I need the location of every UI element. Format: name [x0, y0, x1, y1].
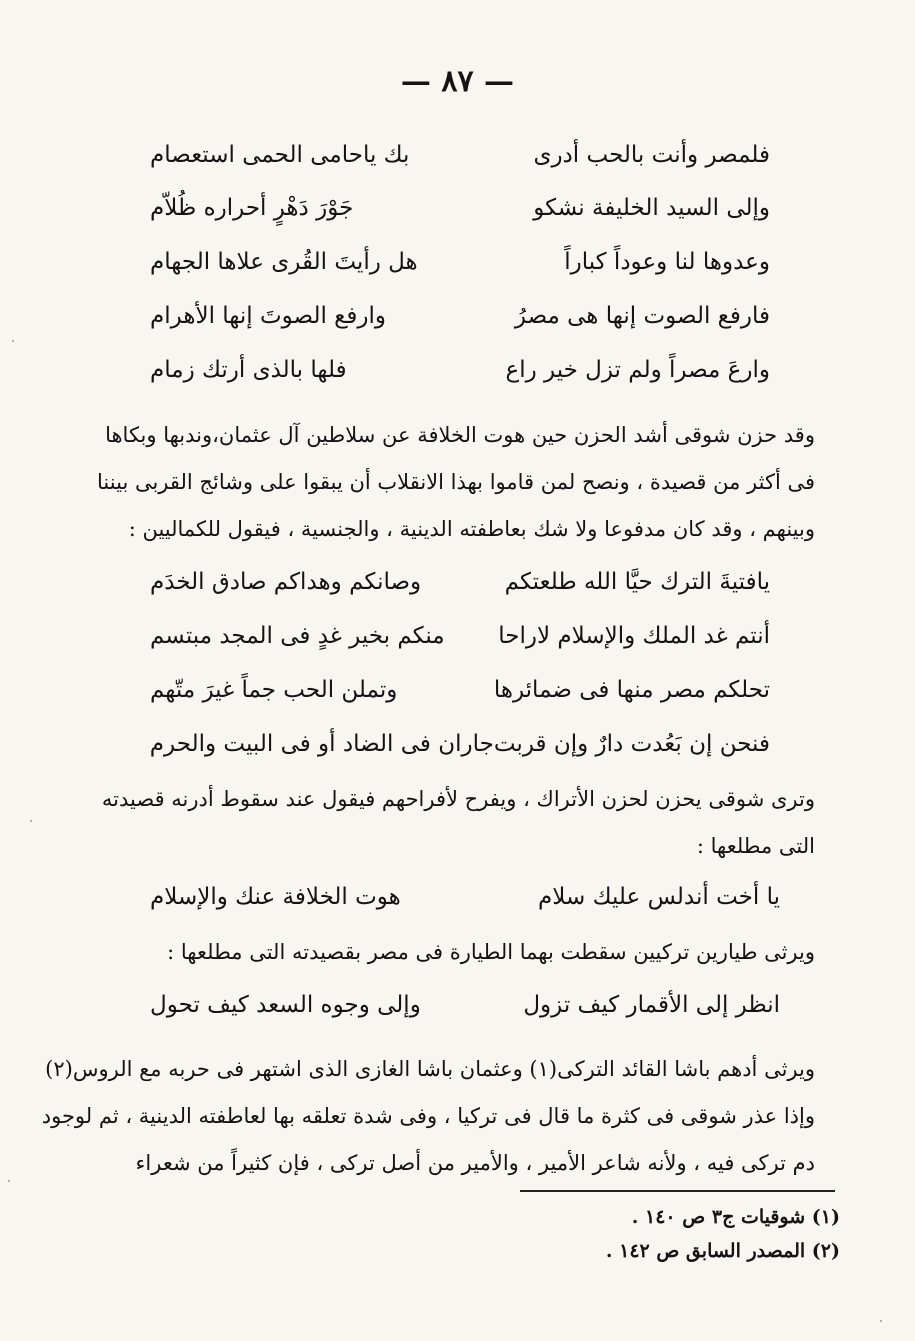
paragraph — [95, 776, 815, 870]
poem-verse — [150, 562, 770, 602]
first-hemistich: يا أخت أندلس عليك سلام — [538, 884, 780, 910]
paragraph-line: ويرثى أدهم باشا القائد التركى(١) وعثمان باشا الغازى الذى اشتهر فى حربه مع الروس(٢) — [45, 1057, 815, 1081]
paragraph-line: التى مطلعها : — [696, 834, 815, 858]
footnote-divider — [520, 1190, 835, 1192]
paragraph-line: ويرثى طيارين تركيين سقطت بهما الطيارة فى مصر بقصيدته التى مطلعها : — [167, 940, 815, 964]
second-hemistich: بك ياحامى الحمى استعصام — [150, 142, 410, 168]
poem-verse — [150, 616, 770, 656]
first-hemistich: تحلكم مصر منها فى ضمائرها — [493, 677, 770, 703]
first-hemistich: فارفع الصوت إنها هى مصرُ — [514, 303, 770, 329]
first-hemistich: أنتم غد الملك والإسلام لاراحا — [498, 623, 770, 649]
first-hemistich: وإلى السيد الخليفة نشكو — [533, 195, 770, 221]
first-hemistich: يافتيةَ الترك حيَّا الله طلعتكم — [504, 569, 770, 595]
paragraph-line: وإذا عذر شوقى فى كثرة ما قال فى تركيا ، وفى شدة تعلقه بها لعاطفته الدينية ، ثم لوجود — [41, 1104, 815, 1128]
first-hemistich: فنحن إن بَعُدت دارٌ وإن قربت — [493, 731, 770, 757]
first-hemistich: فلمصر وأنت بالحب أدرى — [533, 142, 770, 168]
poem-verse — [150, 296, 770, 336]
poem-opening-verse — [150, 984, 780, 1026]
paragraph-line: وقد حزن شوقى أشد الحزن حين هوت الخلافة عن سلاطين آل عثمان،وندبها وبكاها — [105, 423, 815, 447]
second-hemistich: وصانكم وهداكم صادق الخدَم — [150, 569, 422, 595]
second-hemistich: وارفع الصوتَ إنها الأهرام — [150, 303, 387, 329]
paragraph-line: وترى شوقى يحزن لحزن الأتراك ، ويفرح لأفراحهم فيقول عند سقوط أدرنه قصيدته — [101, 787, 815, 811]
scan-speck — [12, 340, 14, 342]
paragraph-line: فى أكثر من قصيدة ، ونصح لمن قاموا بهذا الانقلاب أن يبقوا على وشائج القربى بيننا — [97, 470, 815, 494]
second-hemistich: وإلى وجوه السعد كيف تحول — [150, 992, 421, 1018]
first-hemistich: وعدوها لنا وعوداً كباراً — [564, 249, 770, 275]
second-hemistich: فلها بالذى أرتك زمام — [150, 357, 347, 383]
second-hemistich: وتملن الحب جماً غيرَ متّهم — [150, 677, 398, 703]
poem-verse — [150, 670, 770, 710]
second-hemistich: جاران فى الضاد أو فى البيت والحرم — [149, 731, 494, 757]
second-hemistich: منكم بخير غدٍ فى المجد مبتسم — [150, 623, 445, 649]
paragraph-line: وبينهم ، وقد كان مدفوعا ولا شك بعاطفته الدينية ، والجنسية ، فيقول للكماليين : — [128, 517, 815, 541]
second-hemistich: هل رأيتَ القُرى علاها الجهام — [150, 249, 418, 275]
poem-verse — [150, 724, 770, 764]
poem-verse — [150, 135, 770, 175]
scan-speck — [880, 1320, 882, 1322]
second-hemistich: جَوْرَ دَهْرٍ أحراره ظُلاّم — [150, 195, 354, 221]
first-hemistich: وارعَ مصراً ولم تزل خير راع — [505, 357, 770, 383]
scan-speck — [8, 1180, 10, 1182]
poem-opening-verse — [150, 876, 780, 918]
paragraph — [41, 1046, 815, 1187]
poem-verse — [150, 188, 770, 228]
paragraph — [95, 929, 815, 976]
footnote: (٢) المصدر السابق ص ١٤٢ . — [605, 1240, 840, 1262]
poem-verse — [150, 350, 770, 390]
first-hemistich: انظر إلى الأقمار كيف تزول — [523, 992, 780, 1018]
paragraph — [95, 412, 815, 553]
paragraph-line: دم تركى فيه ، ولأنه شاعر الأمير ، والأمير من أصل تركى ، فإن كثيراً من شعراء — [135, 1151, 815, 1175]
scan-speck — [30, 820, 32, 822]
footnote: (١) شوقيات ج٣ ص ١٤٠ . — [631, 1206, 840, 1228]
second-hemistich: هوت الخلافة عنك والإسلام — [150, 884, 401, 910]
poem-verse — [150, 242, 770, 282]
page-number: — ٨٧ — — [400, 64, 515, 99]
